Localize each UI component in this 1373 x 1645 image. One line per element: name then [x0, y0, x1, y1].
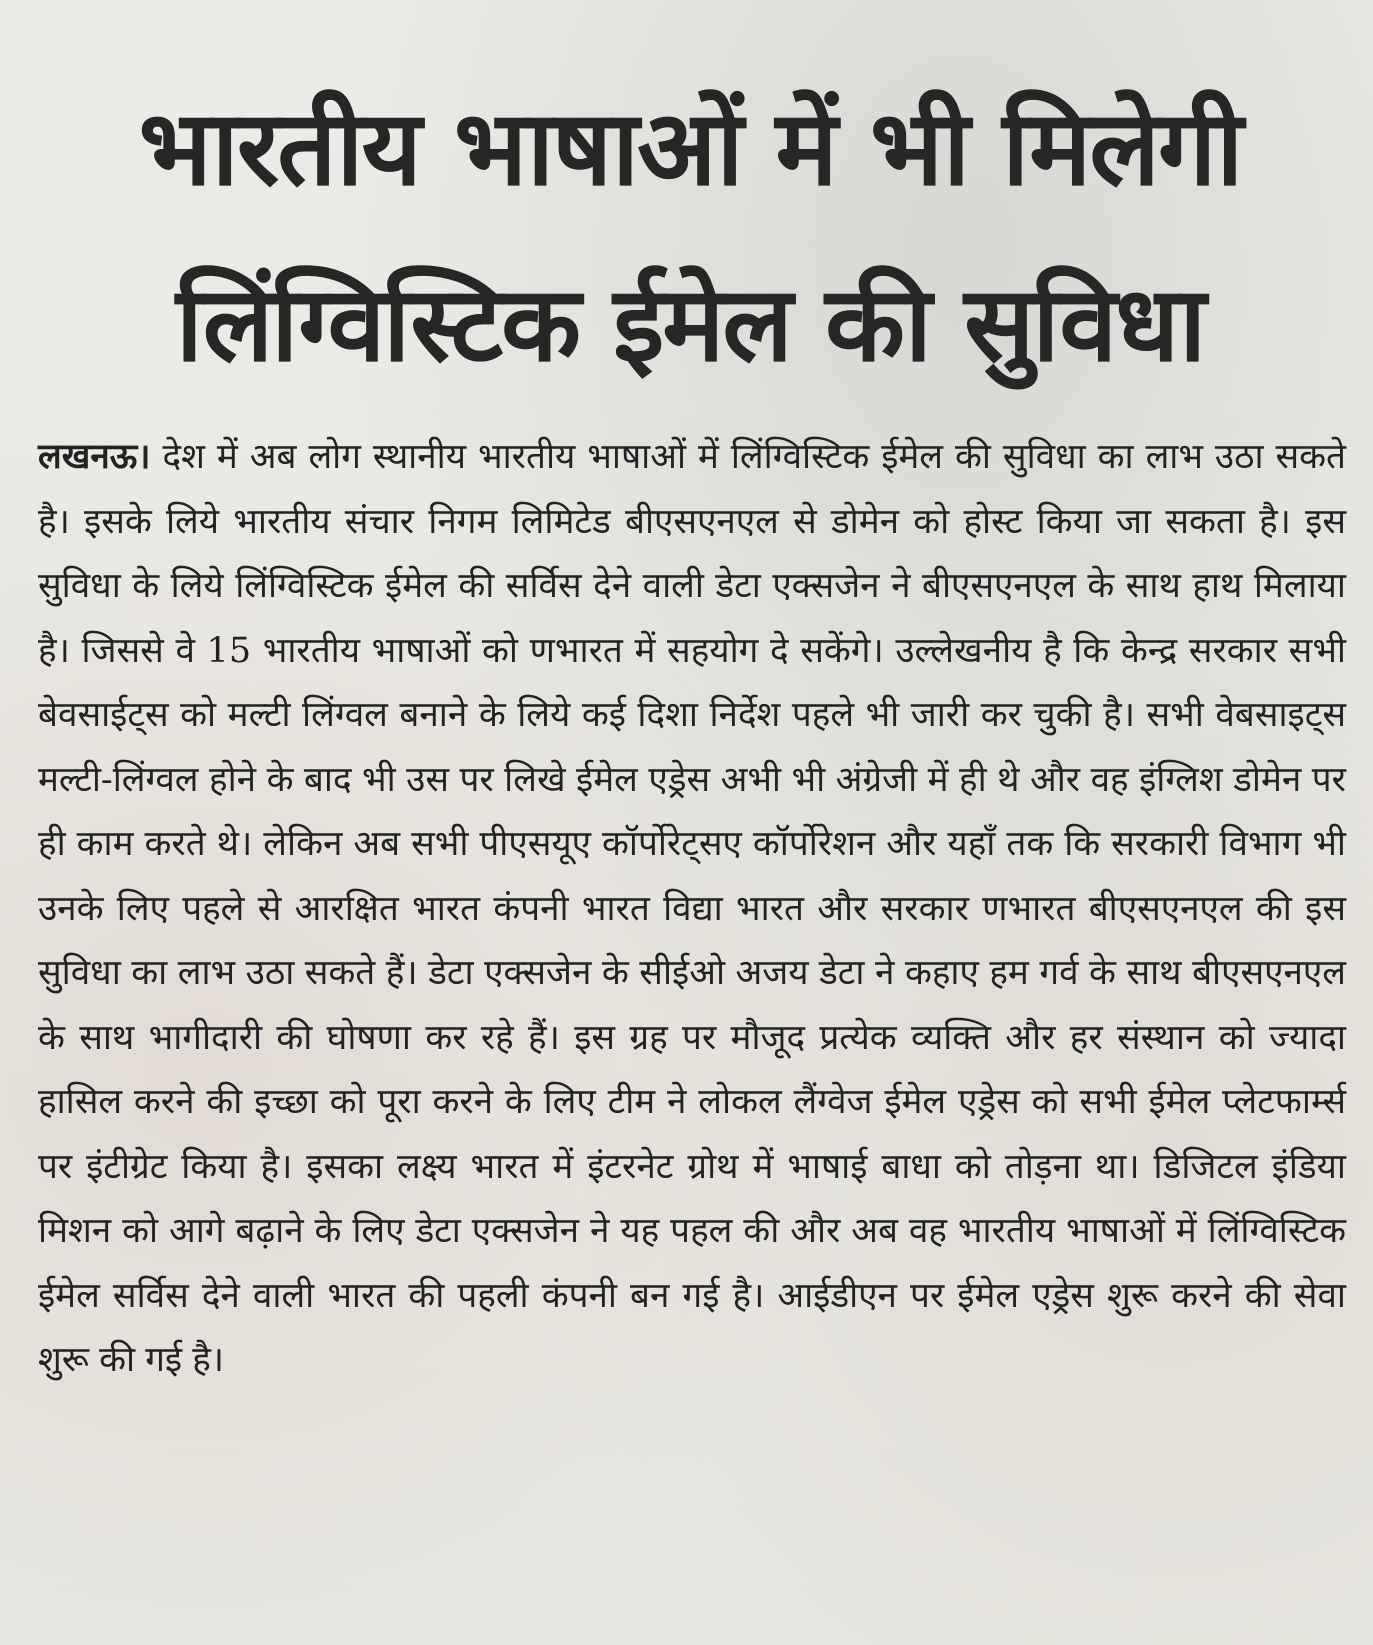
article-text: देश में अब लोग स्थानीय भारतीय भाषाओं में लिंग्विस्टिक ईमेल की सुविधा का लाभ उठा सकते है। इसके लिये भारतीय संचार निगम लिमिटेड बीएसएनएल से डोमेन को होस्ट किया जा सकता है। इस सुविधा के लिये लिंग्विस्टिक ईमेल की सर्विस देने वाली डेटा एक्सजेन ने बीएसएनएल के साथ हाथ मिलाया है। जिससे वे 15 भारतीय भाषाओं को णभारत में सहयोग दे सकेंगे। उल्लेखनीय है कि केन्द्र सरकार सभी बेवसाईट्स को मल्टी लिंग्वल बनाने के लिये कई दिशा निर्देश पहले भी जारी कर चुकी है। सभी वेबसाइट्स मल्टी-लिंग्वल होने के बाद भी उस पर लिखे ईमेल एड्रेस अभी भी अंग्रेजी में ही थे और वह इंग्लिश डोमेन पर ही काम करते थे। लेकिन अब सभी पीएसयूए कॉर्पोरेट्सए कॉर्पोरेशन और यहाँ तक कि सरकारी विभाग भी उनके लिए पहले से आरक्षित भारत कंपनी भारत विद्या भारत और सरकार णभारत बीएसएनएल की इस सुविधा का लाभ उठा सकते हैं। डेटा एक्सजेन के सीईओ अजय डेटा ने कहाए हम गर्व के साथ बीएसएनएल के साथ भागीदारी की घोषणा कर रहे हैं। इस ग्रह पर मौजूद प्रत्येक व्यक्ति और हर संस्थान को ज्यादा हासिल करने की इच्छा को पूरा करने के लिए टीम ने लोकल लैंग्वेज ईमेल एड्रेस को सभी ईमेल प्लेटफार्म्स पर इंटीग्रेट किया है। इसका लक्ष्य भारत में इंटरनेट ग्रोथ में भाषाई बाधा को तोड़ना था। डिजिटल इंडिया मिशन को आगे बढ़ाने के लिए डेटा एक्सजेन ने यह पहल की और अब वह भारतीय भाषाओं में लिंग्विस्टिक ईमेल सर्विस देने वाली भारत की पहली कंपनी बन गई है। आईडीएन पर ईमेल एड्रेस शुरू करने की सेवा शुरू की गई है।	[38, 437, 1346, 1380]
headline-line-1: भारतीय भाषाओं में भी मिलेगी	[138, 87, 1242, 209]
dateline: लखनऊ।	[38, 437, 151, 477]
headline-line-2: लिंग्विस्टिक ईमेल की सुविधा	[175, 263, 1205, 385]
article-body	[38, 425, 1346, 1393]
headline	[40, 60, 1340, 412]
